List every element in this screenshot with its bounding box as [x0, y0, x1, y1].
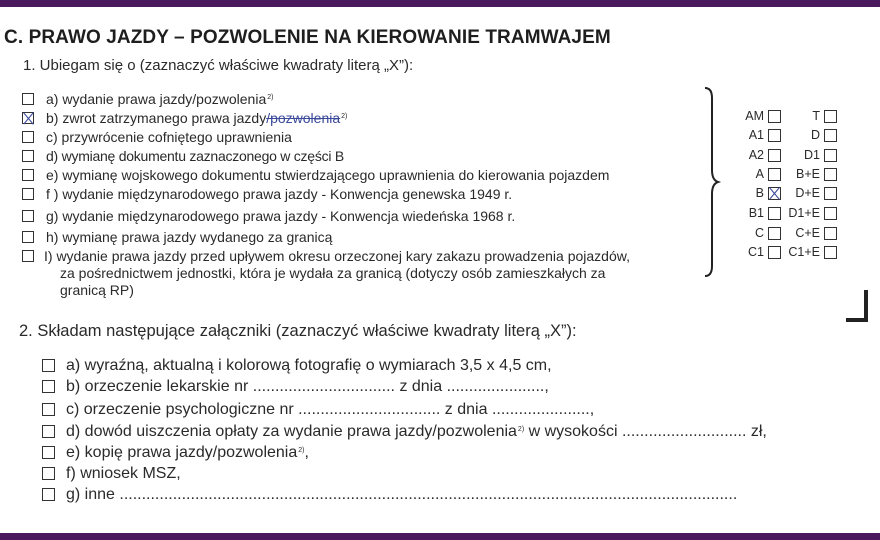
option-h-checkbox[interactable]	[22, 231, 34, 243]
option-a-checkbox[interactable]	[22, 93, 34, 105]
category-b1[interactable]	[728, 206, 781, 220]
category-a[interactable]	[728, 167, 781, 181]
option-d-label: d) wymianę dokumentu zaznaczonego w części B	[46, 148, 344, 164]
option-f-checkbox[interactable]	[22, 188, 34, 200]
option-d-checkbox[interactable]	[22, 150, 34, 162]
category-d-plus-e[interactable]	[780, 186, 837, 200]
option-f-row[interactable]	[22, 186, 512, 203]
attachment-e-label: e) kopię prawa jazdy/pozwolenia$^{2)}$,	[66, 444, 309, 461]
category-c[interactable]	[728, 226, 781, 240]
attachment-b-label: b) orzeczenie lekarskie nr ................................ z dnia ......................,	[66, 378, 549, 395]
attachment-f-checkbox[interactable]	[42, 467, 55, 480]
attachment-d-label: d) dowód uiszczenia opłaty za wydanie prawa jazdy/pozwolenia$^{2)}$ w wysokości ............................ zł,	[66, 423, 767, 440]
category-label: A	[755, 167, 764, 181]
category-label: D+E	[795, 186, 820, 200]
option-e-label: e) wymianę wojskowego dokumentu stwierdzającego uprawnienia do kierowania pojazdem	[46, 167, 610, 183]
option-e-row[interactable]	[22, 167, 609, 184]
option-b-label: b) zwrot zatrzymanego prawa jazdy/pozwolenia$^{2)}$	[46, 110, 348, 126]
attachment-c-row[interactable]	[42, 400, 594, 419]
category-label: B1	[748, 206, 764, 220]
option-e-checkbox[interactable]	[22, 169, 34, 181]
option-i-checkbox[interactable]	[22, 250, 34, 262]
curly-brace-icon	[700, 86, 722, 278]
top-border-bar	[0, 0, 880, 7]
category-label: B+E	[796, 167, 820, 181]
category-d[interactable]	[780, 128, 837, 142]
category-d1-plus-e[interactable]	[780, 206, 837, 220]
section-title: C. PRAWO JAZDY – POZWOLENIE NA KIEROWANIE TRAMWAJEM	[4, 27, 611, 48]
attachment-c-label: c) orzeczenie psychologiczne nr ................................ z dnia ......................,	[66, 401, 595, 418]
category-label: C1+E	[788, 245, 820, 259]
option-b-checkbox[interactable]	[22, 112, 34, 124]
attachment-f-row[interactable]	[42, 464, 181, 483]
option-c-label: c) przywrócenie cofniętego uprawnienia	[46, 129, 292, 145]
option-g-checkbox[interactable]	[22, 210, 34, 222]
attachment-e-row[interactable]	[42, 443, 309, 462]
attachment-b-row[interactable]	[42, 377, 549, 396]
bottom-border-bar	[0, 533, 880, 540]
corner-mark	[846, 290, 868, 322]
category-label: D1+E	[788, 206, 820, 220]
option-a-label: a) wydanie prawa jazdy/pozwolenia$^{2)}$	[46, 91, 274, 107]
attachment-a-row[interactable]	[42, 356, 552, 375]
option-i-label: I) wydanie prawa jazdy przed upływem okresu orzeczonej kary zakazu prowadzenia pojazdów, za pośrednictwem jednostki, która je wydała za granicą (dotyczy osób zamieszkałych za granicą RP)	[44, 248, 630, 298]
category-c1-plus-e[interactable]	[780, 245, 837, 259]
attachment-g-label: g) inne ...........................................................................................................................................	[66, 486, 738, 503]
category-c1[interactable]	[728, 245, 781, 259]
category-checkbox[interactable]	[824, 129, 837, 142]
option-b-row[interactable]	[22, 110, 347, 127]
category-label: AM	[745, 109, 764, 123]
option-a-row[interactable]	[22, 91, 273, 108]
attachment-g-row[interactable]	[42, 485, 737, 504]
option-d-row[interactable]	[22, 148, 344, 165]
category-checkbox[interactable]	[824, 187, 837, 200]
option-g-row[interactable]	[22, 208, 515, 225]
category-checkbox[interactable]	[824, 207, 837, 220]
category-label: C1	[748, 245, 764, 259]
option-c-row[interactable]	[22, 129, 292, 146]
category-a1[interactable]	[728, 128, 781, 142]
option-h-row[interactable]	[22, 229, 332, 246]
category-am[interactable]	[728, 109, 781, 123]
category-label: A1	[748, 128, 764, 142]
category-checkbox[interactable]	[824, 246, 837, 259]
attachment-g-checkbox[interactable]	[42, 488, 55, 501]
category-label: C	[754, 226, 764, 240]
attachment-c-checkbox[interactable]	[42, 403, 55, 416]
attachment-f-label: f) wniosek MSZ,	[66, 465, 181, 482]
category-label: T	[812, 109, 820, 123]
attachment-a-label: a) wyraźną, aktualną i kolorową fotografię o wymiarach 3,5 x 4,5 cm,	[66, 357, 552, 374]
category-a2[interactable]	[728, 148, 781, 162]
category-label: B	[755, 186, 764, 200]
category-label: A2	[748, 148, 764, 162]
attachment-b-checkbox[interactable]	[42, 380, 55, 393]
option-f-label: f ) wydanie międzynarodowego prawa jazdy - Konwencja genewska 1949 r.	[46, 186, 513, 202]
category-label: D	[810, 128, 820, 142]
question-2-label: 2. Składam następujące załączniki (zaznaczyć właściwe kwadraty literą „X”):	[19, 322, 577, 340]
option-h-label: h) wymianę prawa jazdy wydanego za granicą	[46, 229, 333, 245]
category-checkbox[interactable]	[824, 227, 837, 240]
option-i-row[interactable]	[22, 248, 630, 299]
category-t[interactable]	[780, 109, 837, 123]
attachment-a-checkbox[interactable]	[42, 359, 55, 372]
category-b[interactable]	[728, 186, 781, 200]
category-b-plus-e[interactable]	[780, 167, 837, 181]
struck-text: /pozwolenia	[266, 110, 341, 126]
category-label: D1	[804, 148, 820, 162]
category-checkbox[interactable]	[824, 110, 837, 123]
category-checkbox[interactable]	[824, 149, 837, 162]
attachment-d-checkbox[interactable]	[42, 425, 55, 438]
category-d1[interactable]	[780, 148, 837, 162]
category-c-plus-e[interactable]	[780, 226, 837, 240]
category-checkbox[interactable]	[824, 168, 837, 181]
attachment-d-row[interactable]	[42, 422, 767, 441]
category-label: C+E	[795, 226, 820, 240]
option-c-checkbox[interactable]	[22, 131, 34, 143]
attachment-e-checkbox[interactable]	[42, 446, 55, 459]
option-g-label: g) wydanie międzynarodowego prawa jazdy - Konwencja wiedeńska 1968 r.	[46, 208, 516, 224]
question-1-label: 1. Ubiegam się o (zaznaczyć właściwe kwadraty literą „X”):	[23, 57, 414, 74]
